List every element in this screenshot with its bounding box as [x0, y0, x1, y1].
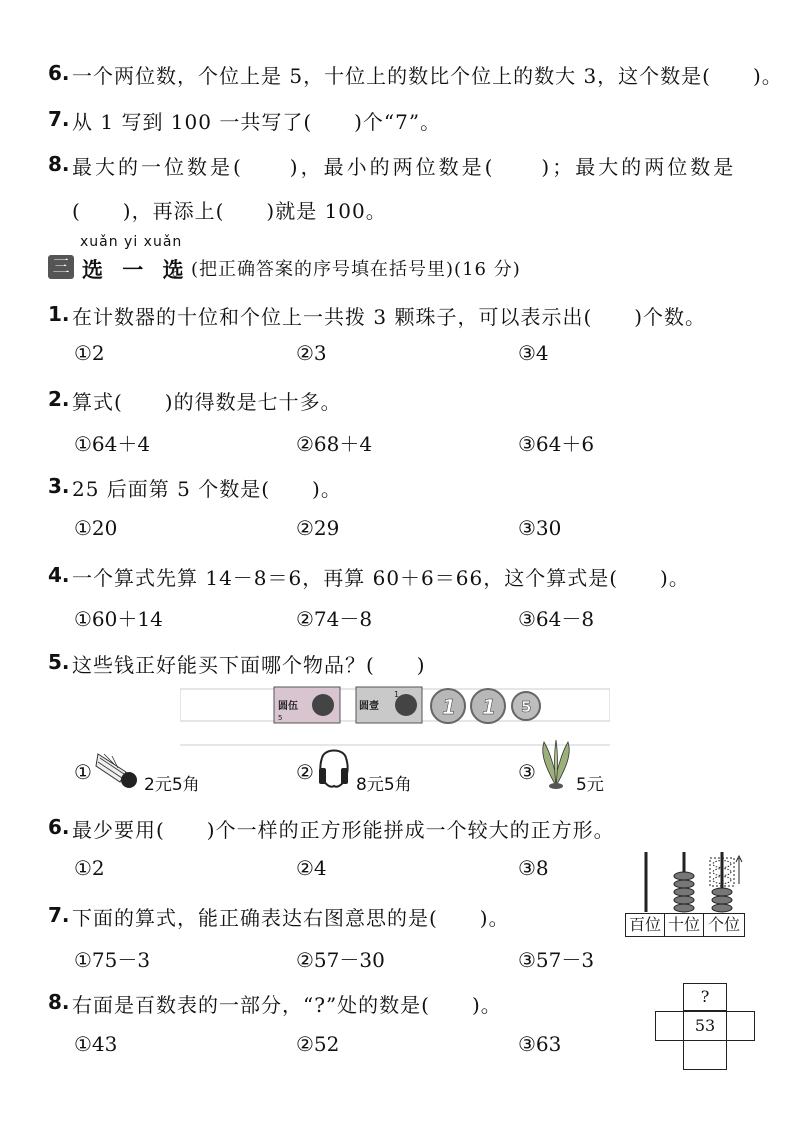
unknown-cell: ? [683, 983, 727, 1011]
option-2[interactable]: ②29 [296, 516, 340, 540]
blank-cell [655, 1011, 684, 1041]
svg-text:5: 5 [521, 698, 532, 716]
question-text: 一个两位数，个位上是 5，十位上的数比个位上的数大 3，这个数是( )。 [72, 64, 783, 88]
option-3[interactable]: ③4 [518, 341, 549, 365]
option-3[interactable]: ③64＋6 [518, 432, 595, 456]
question-number: 6. [48, 815, 70, 839]
option-3[interactable]: ③63 [518, 1032, 562, 1056]
coin-5-jiao [512, 692, 540, 720]
question-text: 算式( )的得数是七十多。 [72, 390, 342, 414]
option-2[interactable]: ②4 [296, 856, 327, 880]
question-number: 4. [48, 563, 70, 587]
jump-rope-icon [314, 746, 354, 790]
option-1[interactable]: ①2 [74, 341, 105, 365]
question-number: 8. [48, 152, 70, 176]
hundred-chart-fragment [655, 983, 755, 1073]
question-number: 8. [48, 990, 70, 1014]
option-3[interactable]: ③30 [518, 516, 562, 540]
question-number: 1. [48, 302, 70, 326]
section-number-badge: 三 [48, 255, 74, 279]
option-3[interactable]: ③57－3 [518, 948, 595, 972]
abacus-label-ones: 个位 [703, 913, 745, 937]
question-number: 7. [48, 107, 70, 131]
question-number: 2. [48, 387, 70, 411]
question-text: 25 后面第 5 个数是( )。 [72, 477, 342, 501]
shuttlecock-icon [94, 748, 144, 790]
q5-option-marker[interactable]: ② [296, 760, 314, 784]
option-1[interactable]: ①2 [74, 856, 105, 880]
option-1[interactable]: ①60＋14 [74, 607, 163, 631]
blank-cell [683, 1040, 727, 1070]
question-number: 5. [48, 650, 70, 674]
item-price: 2元5角 [144, 775, 200, 795]
given-cell: 53 [683, 1011, 727, 1041]
question-text: 在计数器的十位和个位上一共拨 3 颗珠子，可以表示出( )个数。 [72, 305, 707, 329]
option-2[interactable]: ②3 [296, 341, 327, 365]
svg-text:圆壹: 圆壹 [359, 701, 379, 712]
svg-text:1: 1 [482, 695, 496, 719]
tens-beads [674, 872, 694, 912]
option-2[interactable]: ②57－30 [296, 948, 385, 972]
ones-beads [710, 856, 742, 912]
coin-1-yuan [471, 689, 505, 723]
abacus-label-hundreds: 百位 [625, 913, 665, 937]
question-text: 最少要用( )个一样的正方形能拼成一个较大的正方形。 [72, 818, 615, 842]
question-text: 下面的算式，能正确表达右图意思的是( )。 [72, 906, 510, 930]
option-1[interactable]: ①43 [74, 1032, 118, 1056]
question-number: 3. [48, 474, 70, 498]
section-instruction: 。(把正确答案的序号填在括号里)(16 分) [172, 259, 521, 280]
option-1[interactable]: ①75－3 [74, 948, 151, 972]
question-text: 最大的一位数是( )，最小的两位数是( )；最大的两位数是 [72, 155, 737, 179]
option-3[interactable]: ③64－8 [518, 607, 595, 631]
item-price: 8元5角 [356, 775, 412, 795]
svg-text:1: 1 [442, 695, 456, 719]
coin-1-yuan [431, 689, 465, 723]
question-text-continued: ( )，再添上( )就是 100。 [72, 199, 387, 223]
question-text: 这些钱正好能买下面哪个物品？( ) [72, 653, 426, 677]
abacus-label-tens: 十位 [664, 913, 704, 937]
svg-text:圆伍: 圆伍 [278, 701, 298, 712]
question-text: 一个算式先算 14－8＝6，再算 60＋6＝66，这个算式是( )。 [72, 566, 690, 590]
section-pinyin: xuǎn yi xuǎn [80, 234, 183, 250]
abacus-figure [622, 850, 746, 914]
q5-option-marker[interactable]: ① [74, 760, 92, 784]
question-text: 右面是百数表的一部分，“?”处的数是( )。 [72, 993, 502, 1017]
blank-cell [726, 1011, 755, 1041]
svg-text:1: 1 [394, 690, 400, 699]
question-number: 6. [48, 61, 70, 85]
q5-option-marker[interactable]: ③ [518, 760, 536, 784]
option-1[interactable]: ①20 [74, 516, 118, 540]
option-2[interactable]: ②52 [296, 1032, 340, 1056]
option-3[interactable]: ③8 [518, 856, 549, 880]
svg-text:5: 5 [278, 714, 283, 722]
question-text: 从 1 写到 100 一共写了( )个“7”。 [72, 110, 442, 134]
banknote-1-yuan [356, 687, 422, 723]
option-2[interactable]: ②68＋4 [296, 432, 373, 456]
section-title: 选 一 选 [82, 258, 190, 282]
item-price: 5元 [576, 775, 604, 795]
question-number: 7. [48, 903, 70, 927]
banknote-5-yuan [274, 687, 340, 723]
shuttlecock-feather-icon [536, 738, 576, 790]
option-1[interactable]: ①64＋4 [74, 432, 151, 456]
option-2[interactable]: ②74－8 [296, 607, 373, 631]
